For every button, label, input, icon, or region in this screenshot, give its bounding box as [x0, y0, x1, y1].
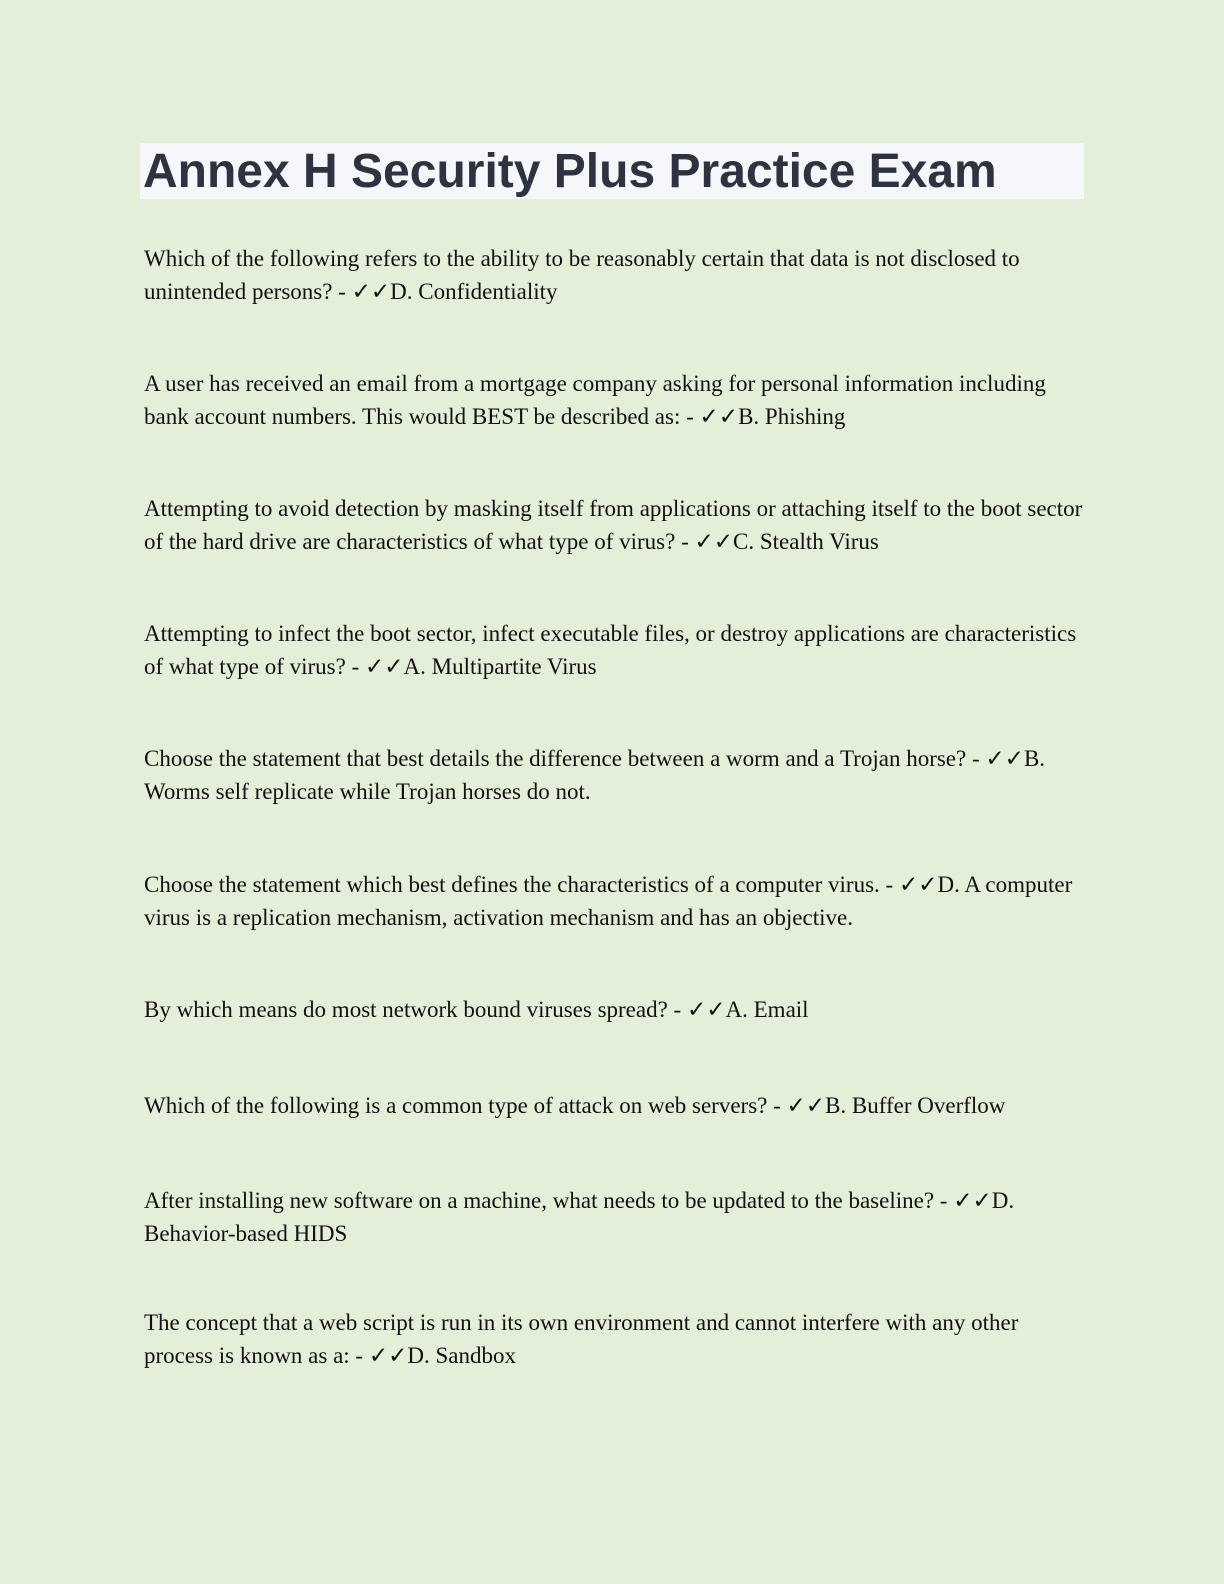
answer-text: D. Sandbox	[407, 1343, 517, 1368]
qa-item-3	[144, 492, 1084, 558]
question-text: Attempting to avoid detection by masking itself from applications or attaching itself to the boot sector of the hard drive are characteristics of what type of virus? -	[144, 496, 1083, 554]
qa-item-2	[144, 367, 1084, 433]
qa-item-10	[144, 1306, 1084, 1372]
check-marks-icon: ✓✓	[686, 997, 726, 1022]
check-marks-icon: ✓✓	[786, 1093, 826, 1118]
answer-text: B. Phishing	[738, 404, 846, 429]
qa-item-7	[144, 993, 1084, 1026]
qa-item-6	[144, 868, 1084, 934]
question-text: Which of the following is a common type of attack on web servers? -	[144, 1093, 787, 1118]
check-marks-icon: ✓✓	[953, 1188, 992, 1213]
qa-item-9	[144, 1184, 1084, 1250]
answer-text: A. Email	[725, 997, 809, 1022]
check-marks-icon: ✓✓	[985, 746, 1024, 771]
answer-text: A. Multipartite Virus	[403, 654, 597, 679]
question-text: Choose the statement that best details the difference between a worm and a Trojan horse? -	[144, 746, 986, 771]
check-marks-icon: ✓✓	[699, 404, 739, 429]
answer-text: C. Stealth Virus	[733, 529, 879, 554]
question-text: By which means do most network bound viruses spread? -	[144, 997, 687, 1022]
answer-text: B. Worms self replicate while Trojan horses do not.	[144, 746, 1046, 804]
question-text: Which of the following refers to the ability to be reasonably certain that data is not disclosed to unintended persons? -	[144, 246, 1020, 304]
title-banner	[140, 143, 1084, 199]
answer-text: D. Behavior-based HIDS	[144, 1188, 1015, 1246]
answer-text: D. A computer virus is a replication mechanism, activation mechanism and has an objective.	[144, 872, 1073, 930]
check-marks-icon: ✓✓	[368, 1343, 408, 1368]
qa-item-8	[144, 1089, 1084, 1122]
answer-text: B. Buffer Overflow	[825, 1093, 1006, 1118]
check-marks-icon: ✓✓	[694, 529, 734, 554]
answer-text: D. Confidentiality	[390, 279, 558, 304]
question-text: After installing new software on a machine, what needs to be updated to the baseline? -	[144, 1188, 954, 1213]
check-marks-icon: ✓✓	[365, 654, 404, 679]
qa-item-5	[144, 742, 1084, 808]
check-marks-icon: ✓✓	[351, 279, 391, 304]
qa-item-4	[144, 617, 1084, 683]
check-marks-icon: ✓✓	[898, 872, 938, 897]
question-text: The concept that a web script is run in its own environment and cannot interfere with any other process is known as a: -	[144, 1310, 1019, 1368]
qa-item-1	[144, 242, 1084, 308]
document-title: Annex H Security Plus Practice Exam	[143, 145, 997, 198]
question-text: A user has received an email from a mortgage company asking for personal information including bank account numbers. This would BEST be described as: -	[144, 371, 1046, 429]
question-text: Choose the statement which best defines the characteristics of a computer virus. -	[144, 872, 899, 897]
question-text: Attempting to infect the boot sector, infect executable files, or destroy applications are characteristics of what type of virus? -	[144, 621, 1077, 679]
